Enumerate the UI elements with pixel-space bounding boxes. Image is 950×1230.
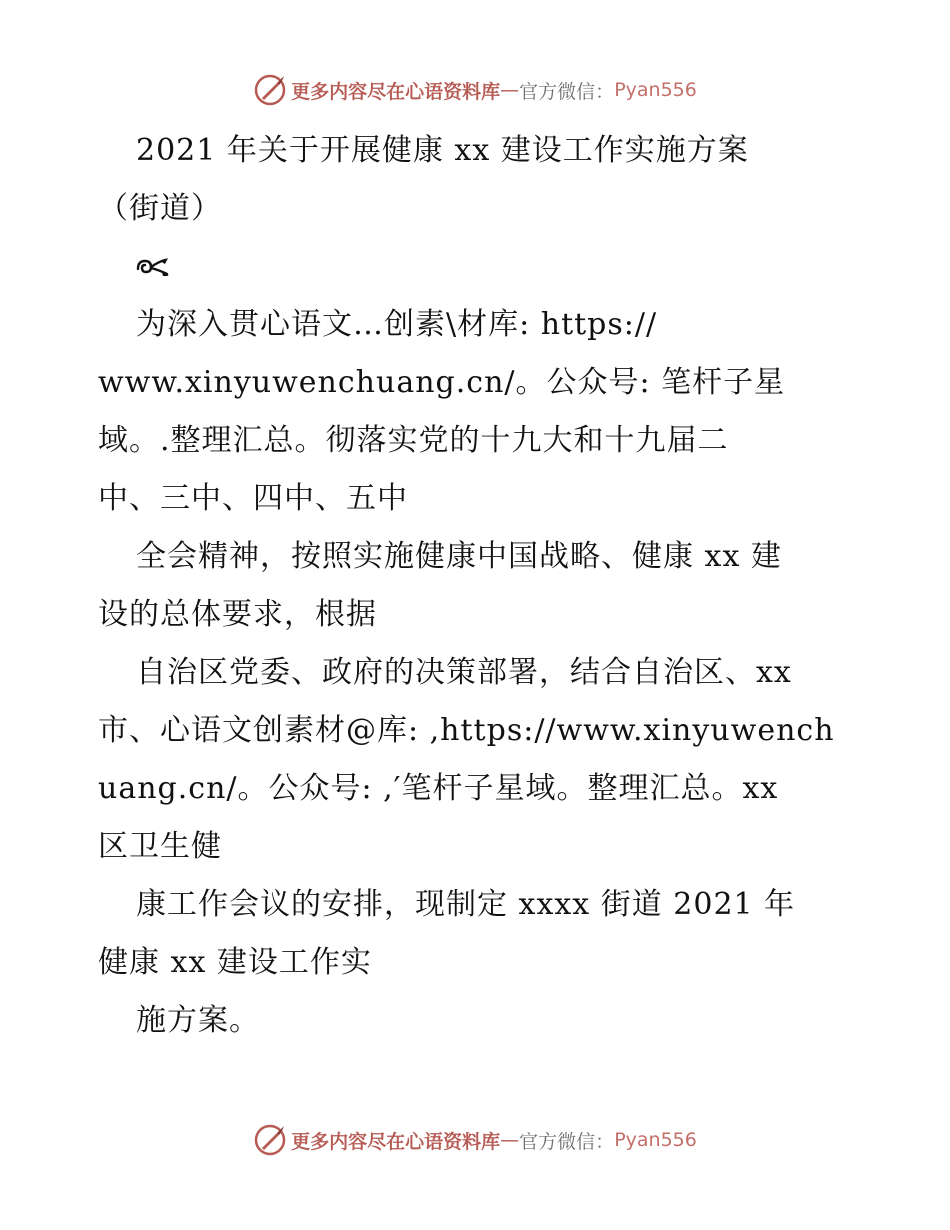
quill-circle-icon <box>253 1123 287 1157</box>
ornament-row <box>98 238 854 296</box>
footer-banner <box>0 1120 950 1160</box>
header-banner <box>0 70 950 110</box>
banner-lead-text: 更多内容尽在心语资料库 <box>291 1130 501 1153</box>
banner-wechat-label: 官方微信： <box>519 80 615 103</box>
paragraph-line: 康工作会议的安排，现制定 xxxx 街道 2021 年 <box>136 887 796 922</box>
paragraph-line: www.xinyuwenchuang.cn/。公众号: 笔杆子星 <box>98 365 786 400</box>
paragraph-line: 市、心语文创素材@库: ,https://www.xinyuwench <box>98 713 835 748</box>
banner-dash: — <box>500 1129 520 1151</box>
banner-account: Pyan556 <box>614 1129 697 1151</box>
paragraph-line: uang.cn/。公众号: ,′笔杆子星域。整理汇总。xx <box>98 771 779 806</box>
paragraph-line: 域。.整理汇总。彻落实党的十九大和十九届二 <box>98 423 729 458</box>
banner-wechat-label: 官方微信： <box>519 1130 615 1153</box>
document-body <box>98 122 854 1050</box>
paragraph-line: 自治区党委、政府的决策部署，结合自治区、xx <box>136 655 792 690</box>
paragraph-line: 为深入贯心语文…创素\材库: https:// <box>136 307 658 342</box>
quill-circle-icon <box>253 73 287 107</box>
paragraph-line: 中、三中、四中、五中 <box>98 481 408 516</box>
banner-account: Pyan556 <box>614 79 697 101</box>
document-title-line-1: 2021 年关于开展健康 xx 建设工作实施方案 <box>136 133 749 168</box>
paragraph-line: 区卫生健 <box>98 829 222 864</box>
banner-dash: — <box>500 79 520 101</box>
paragraph-line: 施方案。 <box>136 1003 260 1038</box>
document-title-line-2: （街道） <box>98 191 222 226</box>
fleuron-icon <box>134 255 172 279</box>
paragraph-line: 全会精神，按照实施健康中国战略、健康 xx 建 <box>136 539 782 574</box>
paragraph-line: 健康 xx 建设工作实 <box>98 945 372 980</box>
paragraph-line: 设的总体要求，根据 <box>98 597 377 632</box>
banner-lead-text: 更多内容尽在心语资料库 <box>291 80 501 103</box>
